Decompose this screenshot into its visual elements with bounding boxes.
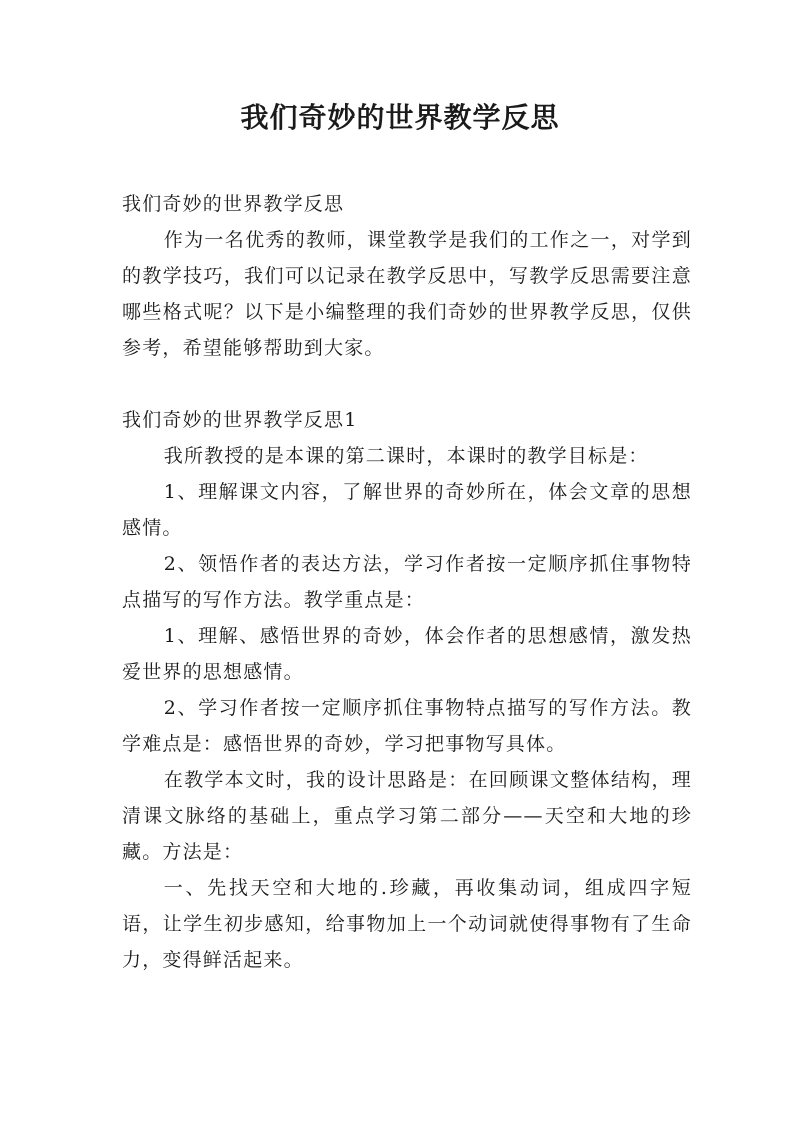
section-paragraph: 2、领悟作者的表达方法，学习作者按一定顺序抓住事物特点描写的写作方法。教学重点是： <box>122 553 692 611</box>
section-paragraph: 在教学本文时，我的设计思路是：在回顾课文整体结构，理清课文脉络的基础上，重点学习第二部分——天空和大地的珍藏。方法是： <box>122 769 692 863</box>
section-paragraph: 2、学习作者按一定顺序抓住事物特点描写的写作方法。教学难点是：感悟世界的奇妙，学习把事物写具体。 <box>122 697 692 755</box>
section-paragraph: 我所教授的是本课的第二课时，本课时的教学目标是： <box>163 445 649 467</box>
section-spacer <box>122 366 692 402</box>
intro-heading: 我们奇妙的世界教学反思 <box>122 193 345 215</box>
document-title: 我们奇妙的世界教学反思 <box>240 101 560 134</box>
section-heading: 我们奇妙的世界教学反思1 <box>122 409 358 431</box>
intro-paragraph: 作为一名优秀的教师，课堂教学是我们的工作之一，对学到的教学技巧，我们可以记录在教学反思中，写教学反思需要注意哪些格式呢？以下是小编整理的我们奇妙的世界教学反思，仅供参考，希望能够帮助到大家。 <box>122 229 692 359</box>
section-paragraph: 1、理解、感悟世界的奇妙，体会作者的思想感情，激发热爱世界的思想感情。 <box>122 625 692 683</box>
section-paragraph: 1、理解课文内容，了解世界的奇妙所在，体会文章的思想感情。 <box>122 481 692 539</box>
section-paragraph: 一、先找天空和大地的.珍藏，再收集动词，组成四字短语，让学生初步感知，给事物加上一个动词就使得事物有了生命力，变得鲜活起来。 <box>122 877 692 971</box>
document-body <box>122 186 692 978</box>
